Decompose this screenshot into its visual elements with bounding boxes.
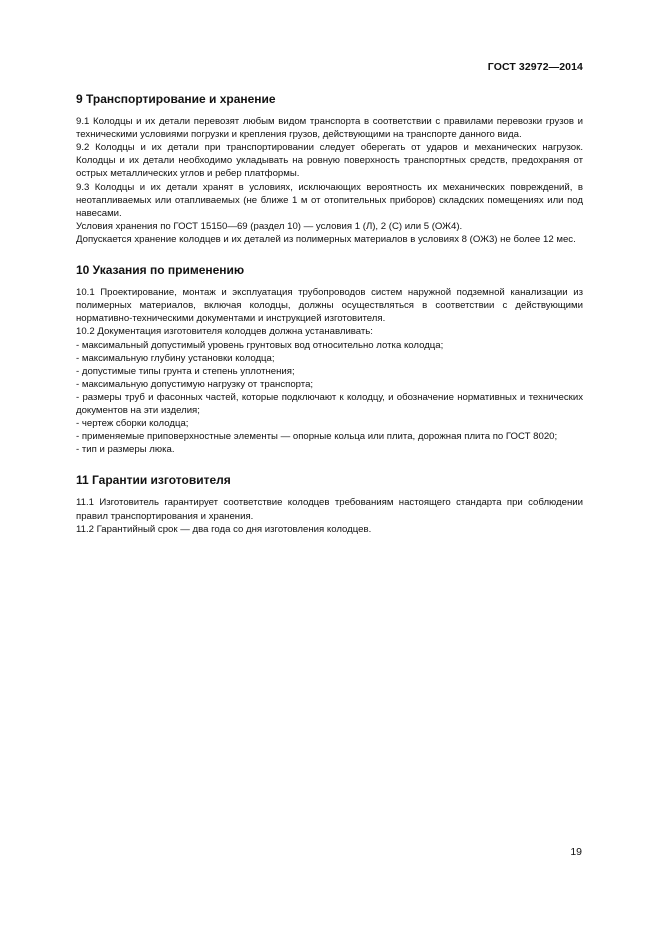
page-number: 19 — [570, 846, 582, 858]
list-item: - максимальный допустимый уровень грунтовых вод относительно лотка колодца; — [76, 339, 444, 351]
section-title: 10 Указания по применению — [76, 263, 245, 278]
section-title: 9 Транспортирование и хранение — [76, 92, 276, 106]
section-transport-storage — [76, 93, 583, 246]
paragraph: 11.1 Изготовитель гарантирует соответствие колодцев требованиям настоящего стандарта при соблюдении правил транспортирования и хранения. — [76, 497, 583, 522]
paragraph: Допускается хранение колодцев и их деталей из полимерных материалов в условиях 8 (ОЖ3) не более 12 мес. — [76, 233, 576, 245]
list-item: - допустимые типы грунта и степень уплотнения; — [76, 365, 295, 377]
list-item: - тип и размеры люка. — [76, 444, 175, 456]
page-content — [76, 93, 583, 554]
section-usage-instructions — [76, 264, 583, 456]
paragraph: 9.2 Колодцы и их детали при транспортировании следует оберегать от ударов и механических нагрузок. Колодцы и их детали необходимо укладывать на ровную поверхность транспортных средств, предохраняя от острых металлических углов и ребер платформы. — [76, 142, 583, 180]
paragraph: 10.1 Проектирование, монтаж и эксплуатация трубопроводов систем наружной подземной канализации из полимерных материалов, включая колодцы, должны осуществляться в соответствии с действующими нормативно-техническими документами и инструкцией изготовителя. — [76, 287, 583, 325]
paragraph: 9.3 Колодцы и их детали хранят в условиях, исключающих вероятность их механических повреждений, в неотапливаемых или отапливаемых (не ближе 1 м от отопительных приборов) складских помещениях или под навесами. — [76, 181, 583, 219]
list-item: - максимальную глубину установки колодца; — [76, 352, 275, 364]
paragraph: Условия хранения по ГОСТ 15150—69 (раздел 10) — условия 1 (Л), 2 (С) или 5 (ОЖ4). — [76, 220, 463, 232]
section-title: 11 Гарантии изготовителя — [76, 473, 231, 488]
section-manufacturer-guarantees — [76, 474, 583, 535]
paragraph: 10.2 Документация изготовителя колодцев должна устанавливать: — [76, 326, 373, 338]
list-item: - максимальную допустимую нагрузку от транспорта; — [76, 378, 314, 390]
paragraph: 11.2 Гарантийный срок — два года со дня изготовления колодцев. — [76, 523, 372, 535]
list-item: - чертеж сборки колодца; — [76, 418, 189, 430]
list-item: - применяемые приповерхностные элементы — опорные кольца или плита, дорожная плита по ГОСТ 8020; — [76, 431, 558, 443]
paragraph: 9.1 Колодцы и их детали перевозят любым видом транспорта в соответствии с правилами перевозки грузов и техническими условиями погрузки и крепления грузов, действующими на транспорте данного вида. — [76, 116, 583, 141]
document-code: ГОСТ 32972—2014 — [487, 61, 583, 73]
list-item: - размеры труб и фасонных частей, которые подключают к колодцу, и обозначение нормативных и технических документов на эти изделия; — [76, 391, 583, 416]
